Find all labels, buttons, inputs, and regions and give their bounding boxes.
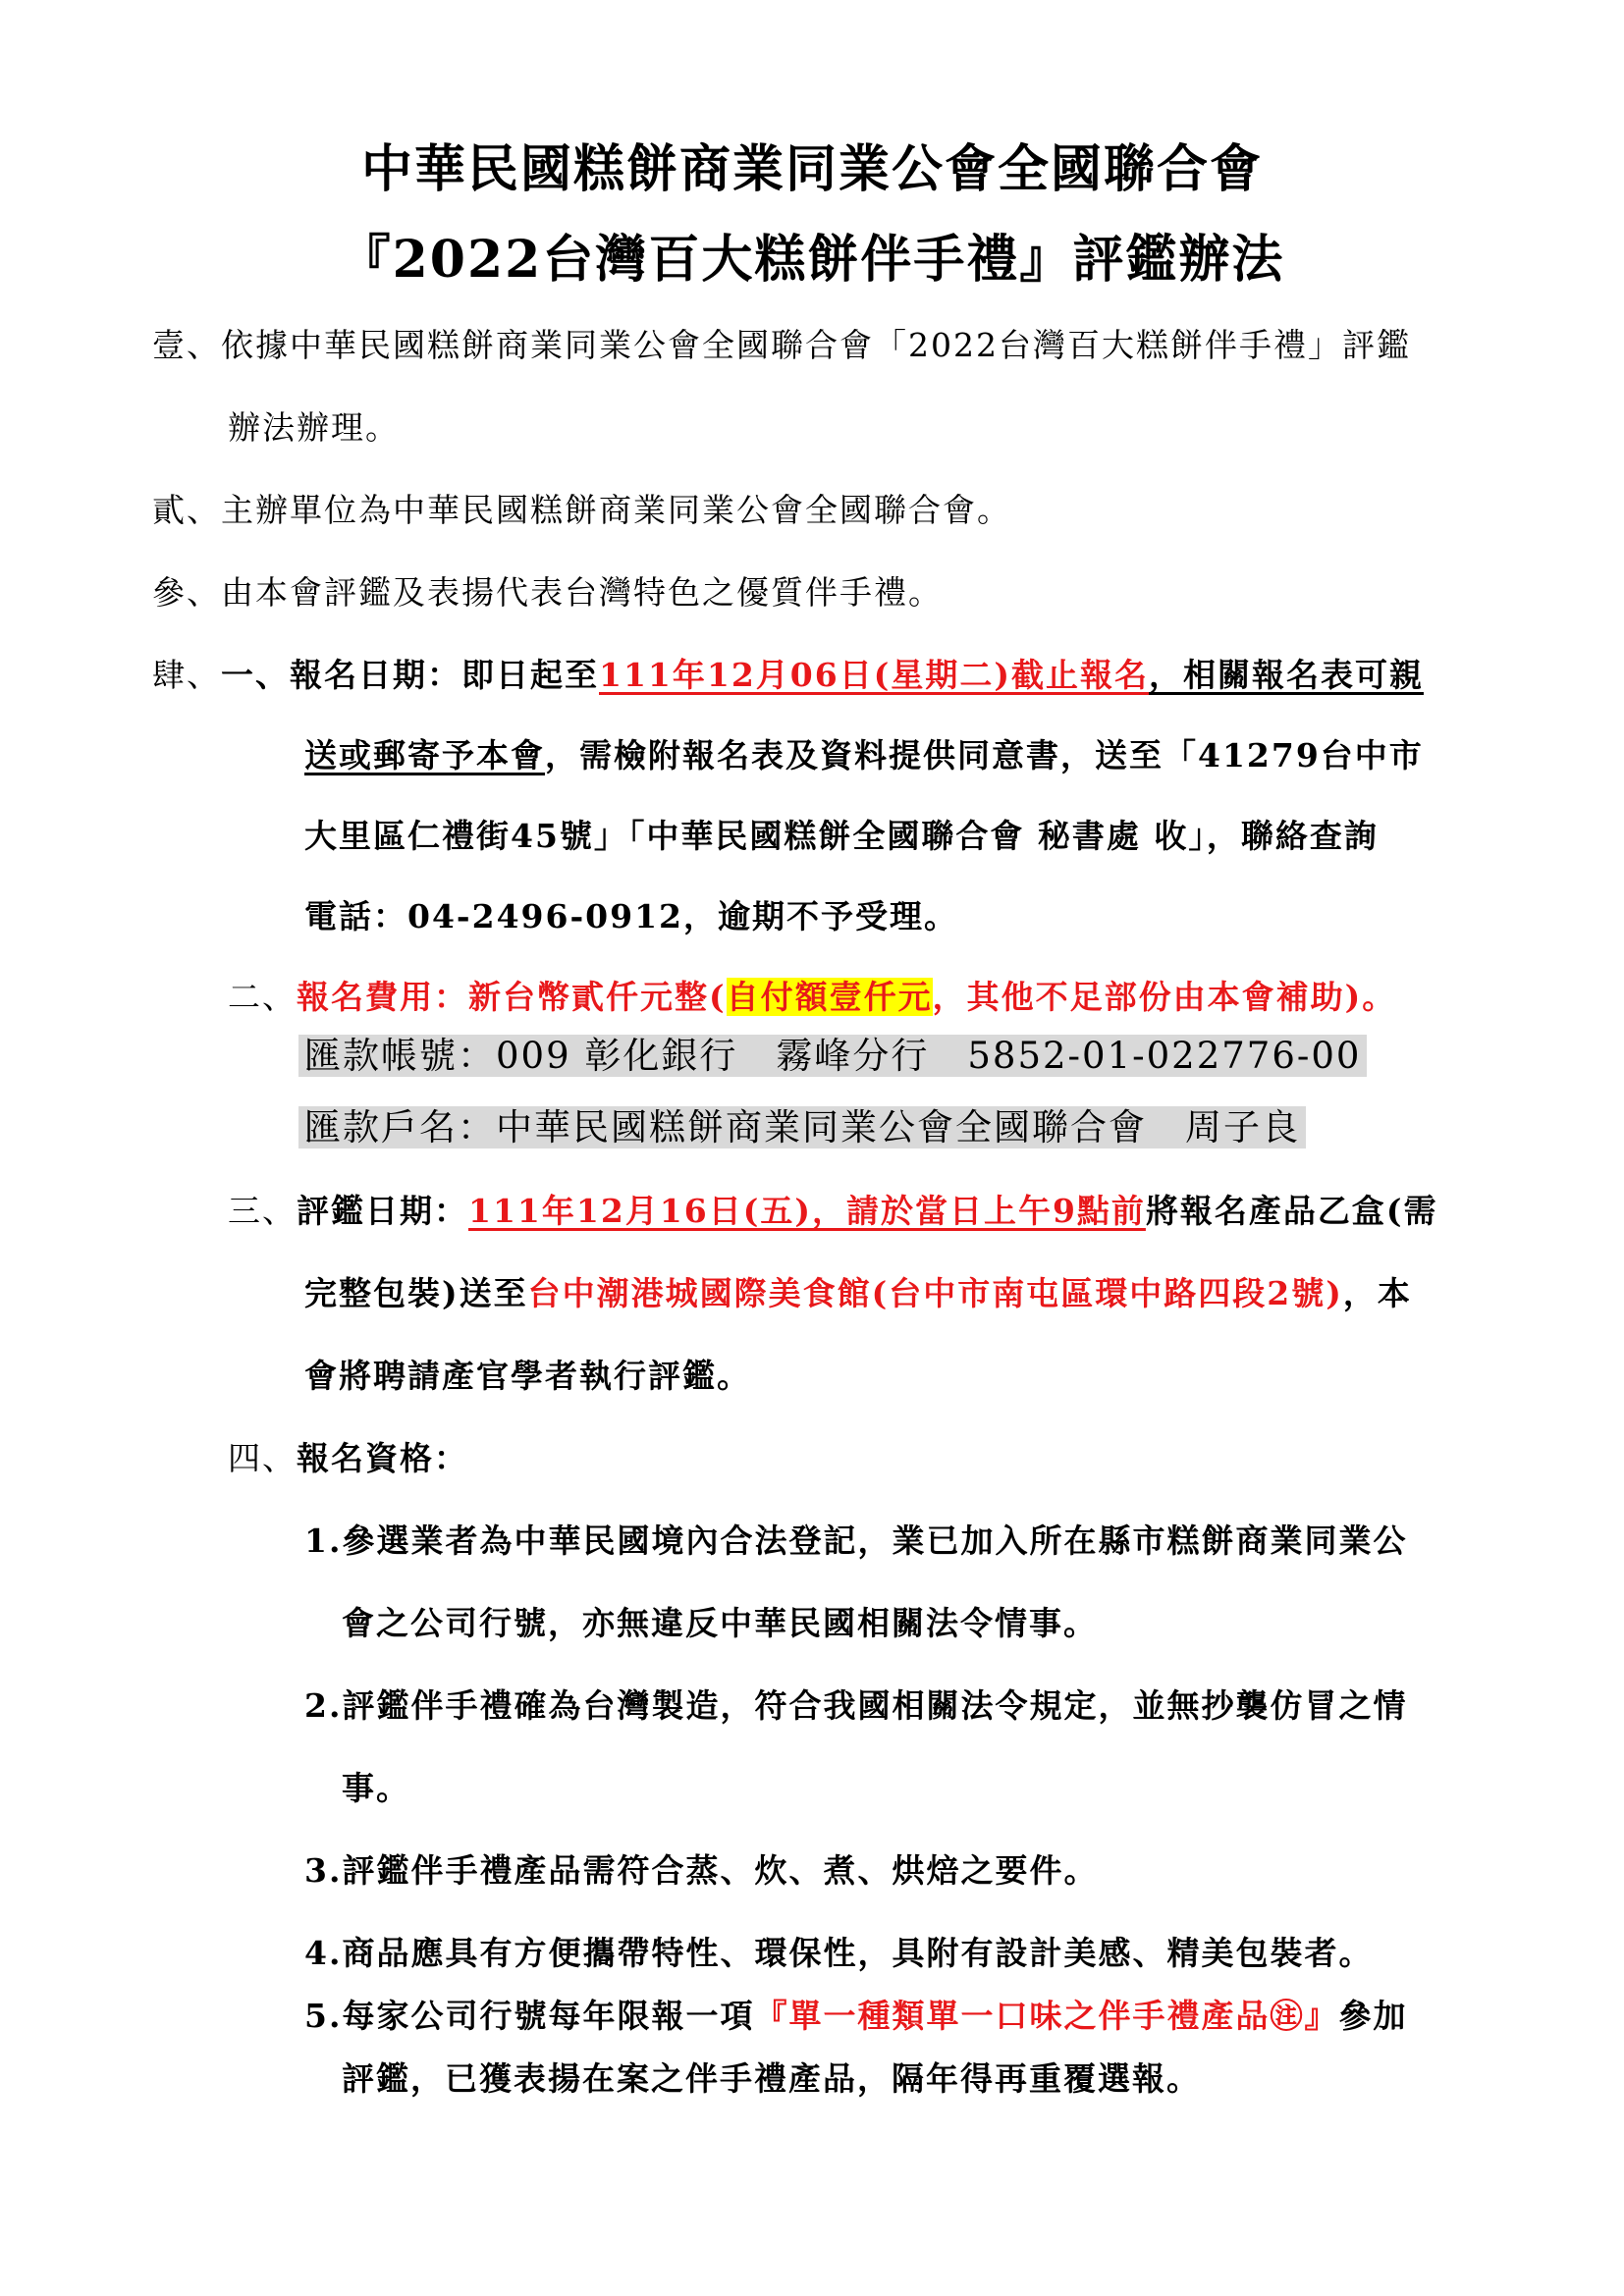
bank-account-name <box>298 1097 1306 1150</box>
bank-account-number <box>298 1026 1367 1079</box>
qualification-5-continued: 評鑑，已獲表揚在案之伴手禮產品，隔年得再重覆選報。 <box>342 2059 1201 2098</box>
qualification-1: 1.參選業者為中華民國境內合法登記，業已加入所在縣市糕餅商業同業公 <box>304 1522 1408 1560</box>
item-1-line-4: 電話：04-2496-0912，逾期不予受理。 <box>304 897 959 935</box>
section-text: 由本會評鑑及表揚代表台灣特色之優質伴手禮。 <box>221 573 943 612</box>
item-1-line-3: 大里區仁禮街45號」「中華民國糕餅全國聯合會 秘書處 收」，聯絡查詢 <box>304 817 1379 855</box>
document-subtitle: 『2022台灣百大糕餅伴手禮』評鑑辦法 <box>339 230 1285 290</box>
item-label: 評鑑日期： <box>297 1192 468 1230</box>
item-3-evaluation-date <box>228 1186 1438 1232</box>
item-marker: 四、 <box>228 1439 297 1477</box>
section-marker: 肆、 <box>152 656 221 694</box>
item-1-line-2 <box>304 730 1424 776</box>
fee-text: ，其他不足部份由本會補助)。 <box>932 978 1397 1016</box>
item-3-line-2 <box>304 1268 1412 1314</box>
delivery-method: 送或郵寄予本會 <box>304 736 545 774</box>
section-marker: 參、 <box>152 573 221 612</box>
item-text: 5.每家公司行號每年限報一項 <box>304 1997 755 2035</box>
section-marker: 貳、 <box>152 491 221 529</box>
item-marker: 三、 <box>228 1192 297 1230</box>
section-text: 依據中華民國糕餅商業同業公會全國聯合會「2022台灣百大糕餅伴手禮」評鑑 <box>221 326 1411 364</box>
account-number-text: 匯款帳號：009 彰化銀行 霧峰分行 5852-01-022776-00 <box>298 1035 1367 1077</box>
item-2-fee <box>228 972 1396 1018</box>
section-1 <box>152 320 1411 366</box>
item-text: 將報名產品乙盒(需 <box>1145 1192 1438 1230</box>
single-product-rule: 『單一種類單一口味之伴手禮產品㊟』 <box>754 1997 1339 2035</box>
item-label: 報名日期：即日起至 <box>290 656 599 694</box>
qualification-3: 3.評鑑伴手禮產品需符合蒸、炊、煮、烘焙之要件。 <box>304 1851 1099 1890</box>
section-marker: 壹、 <box>152 326 221 364</box>
item-marker: 二、 <box>228 978 297 1016</box>
item-text: ，本 <box>1342 1274 1412 1312</box>
item-text: 參加 <box>1338 1997 1408 2035</box>
item-marker: 一、 <box>221 656 290 694</box>
qualification-4: 4.商品應具有方便攜帶特性、環保性，具附有設計美感、精美包裝者。 <box>304 1934 1374 1972</box>
document-title: 中華民國糕餅商業同業公會全國聯合會 <box>360 139 1263 199</box>
qualification-1-continued: 會之公司行號，亦無違反中華民國相關法令情事。 <box>342 1604 1098 1642</box>
item-label: 報名資格： <box>297 1439 468 1477</box>
item-3-line-3: 會將聘請產官學者執行評鑑。 <box>304 1357 751 1395</box>
item-4-eligibility <box>228 1433 468 1479</box>
evaluation-date: 111年12月16日(五)，請於當日上午9點前 <box>468 1192 1146 1230</box>
qualification-5 <box>304 1991 1407 2037</box>
item-text: ，需檢附報名表及資料提供同意書，送至「41279台中市 <box>545 736 1424 774</box>
self-pay-highlight: 自付額壹仟元 <box>726 978 933 1016</box>
section-3 <box>152 567 943 614</box>
item-text: 完整包裝)送至 <box>304 1274 528 1312</box>
qualification-2-continued: 事。 <box>342 1769 410 1807</box>
section-4-item-1 <box>152 650 1424 696</box>
account-name-text: 匯款戶名：中華民國糕餅商業同業公會全國聯合會 周子良 <box>298 1106 1306 1148</box>
registration-deadline: 111年12月06日(星期二)截止報名 <box>599 656 1149 694</box>
qualification-2: 2.評鑑伴手禮確為台灣製造，符合我國相關法令規定，並無抄襲仿冒之情 <box>304 1686 1408 1725</box>
evaluation-venue: 台中潮港城國際美食館(台中市南屯區環中路四段2號) <box>527 1274 1343 1312</box>
section-text: 主辦單位為中華民國糕餅商業同業公會全國聯合會。 <box>221 491 1011 529</box>
section-2 <box>152 485 1011 531</box>
fee-text: 報名費用：新台幣貳仟元整( <box>297 978 727 1016</box>
section-1-continued: 辦法辦理。 <box>228 408 400 447</box>
item-text: ，相關報名表可親 <box>1148 656 1424 694</box>
